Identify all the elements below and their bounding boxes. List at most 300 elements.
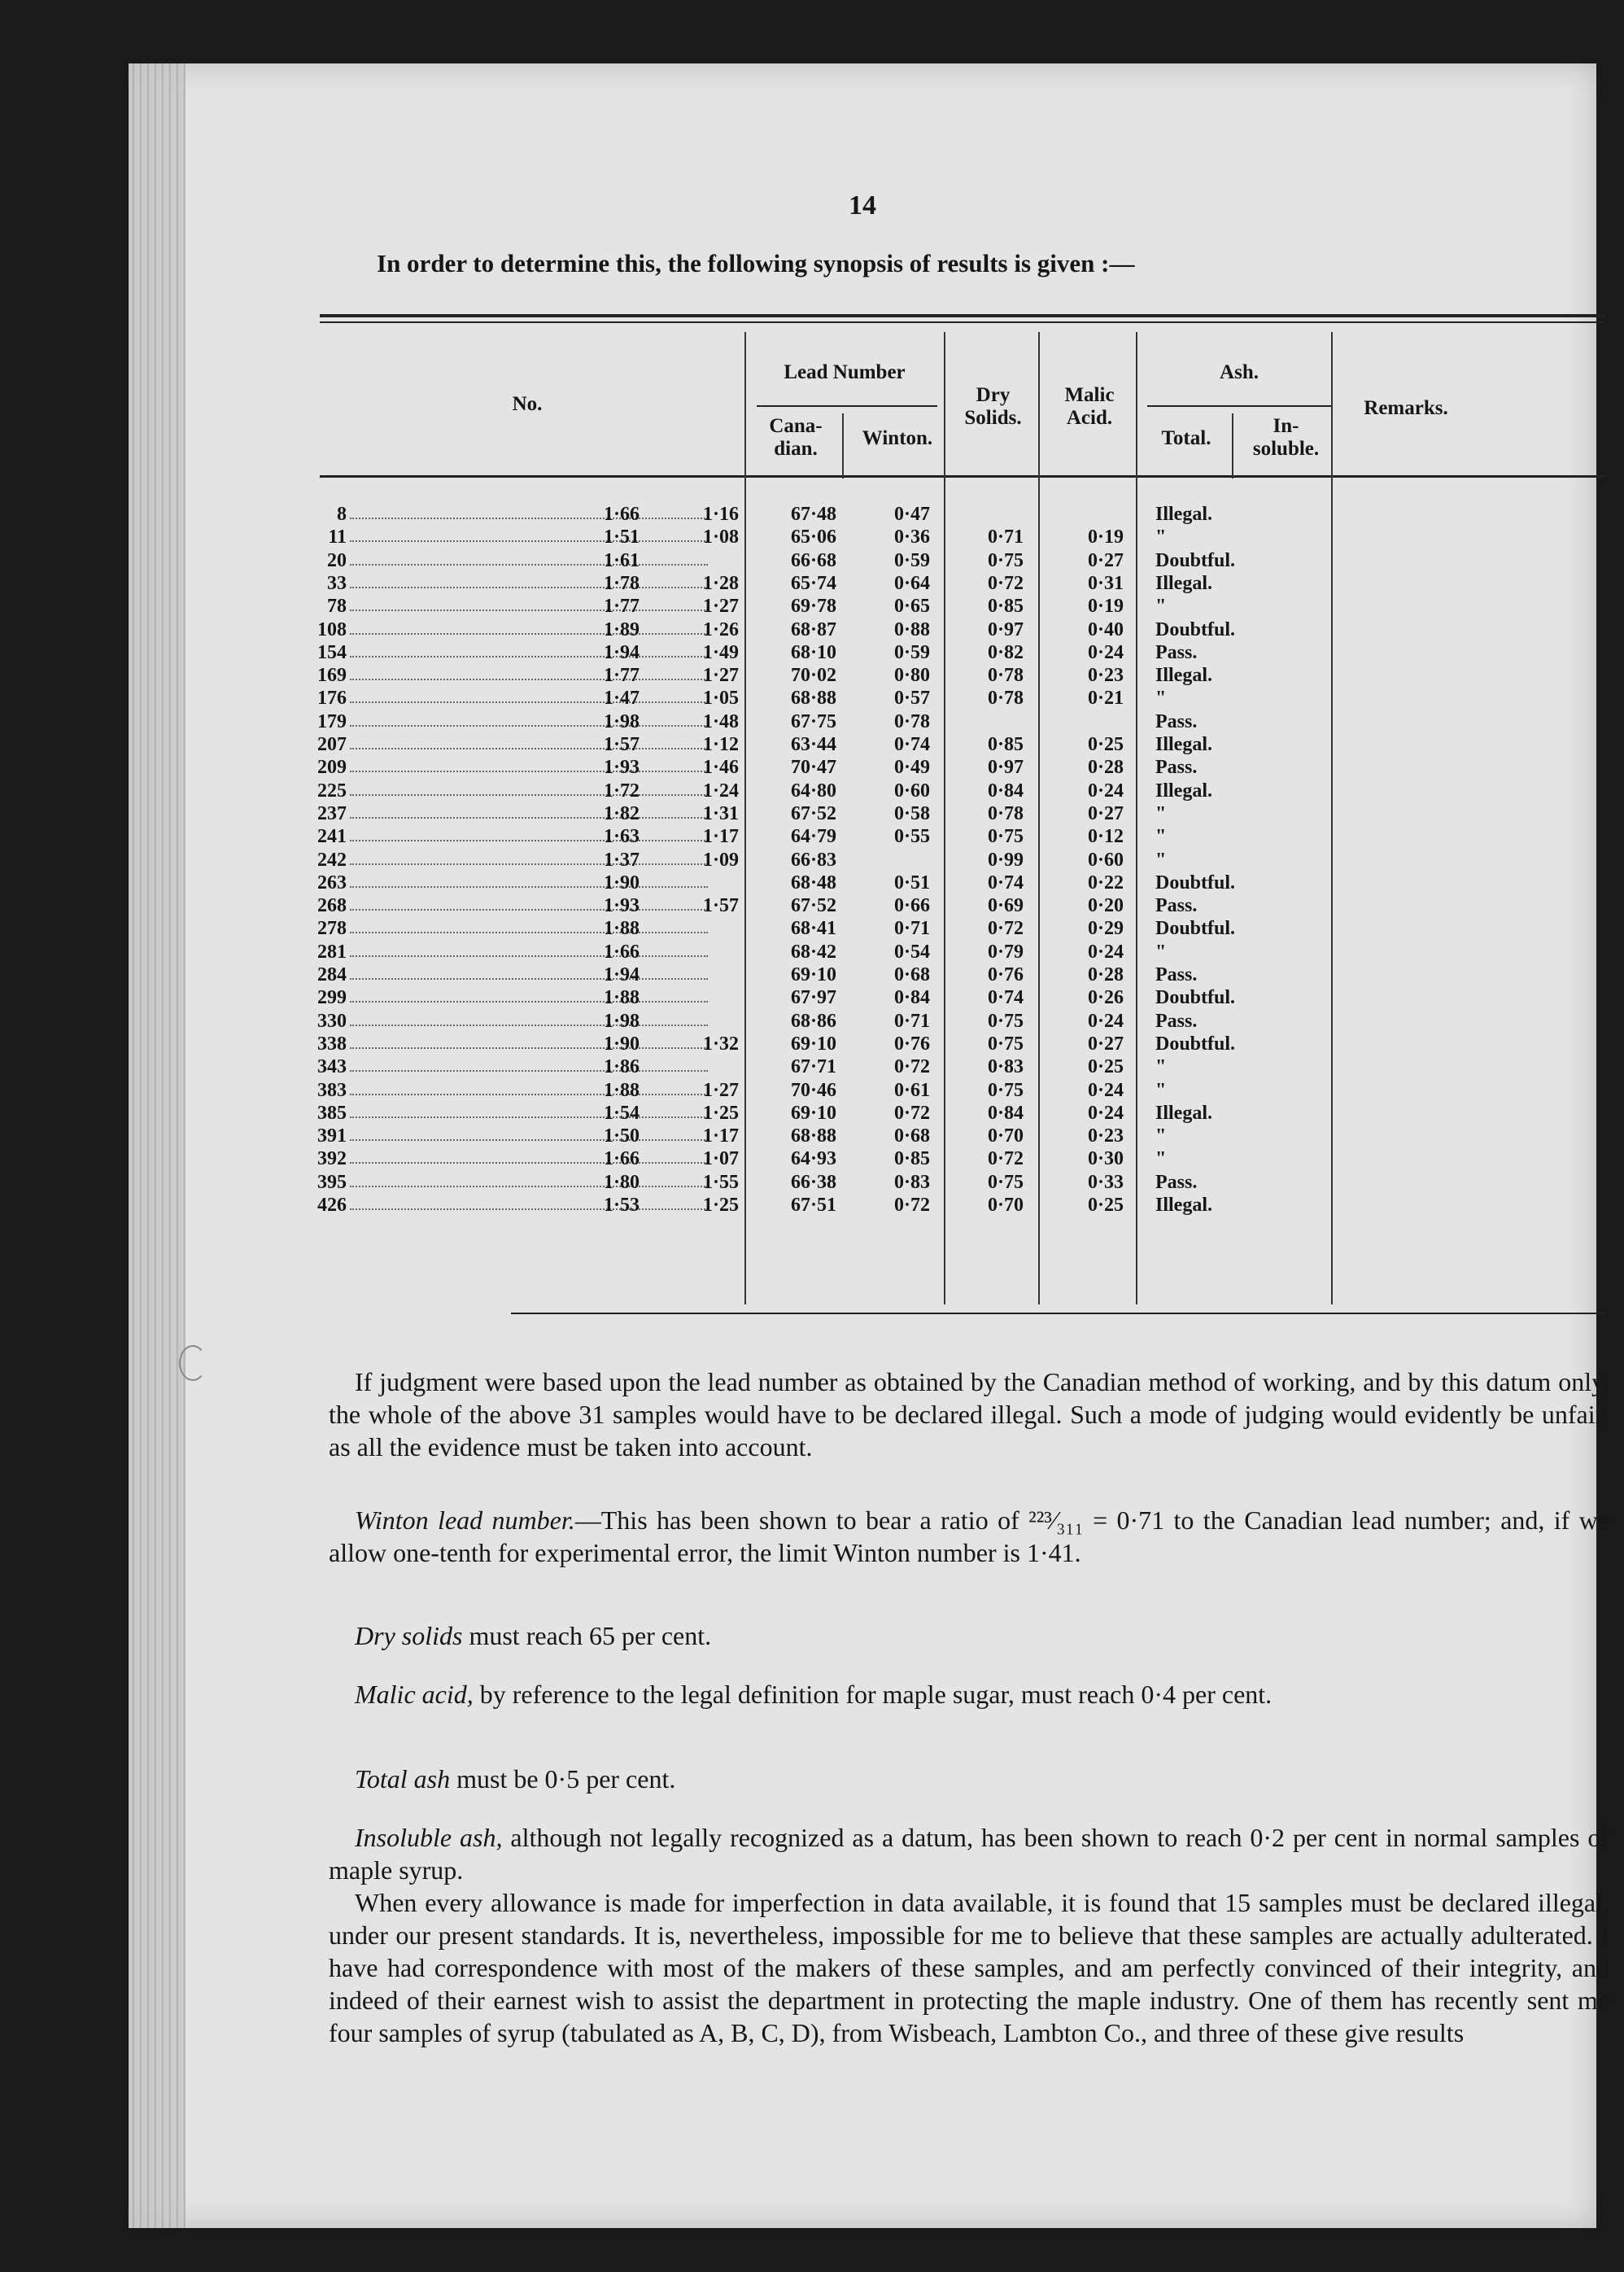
cell-total-ash: 0·85	[987, 596, 1024, 618]
cell-canadian: 1·47	[603, 688, 640, 710]
cell-dry-solids: 66·83	[790, 849, 836, 871]
cell-remarks: Doubtful.	[1155, 549, 1236, 571]
header-dry-solids: Dry Solids.	[964, 384, 1022, 429]
cell-remarks: "	[1155, 596, 1167, 618]
table-row	[129, 572, 1430, 595]
cell-remarks: Illegal.	[1155, 665, 1212, 687]
cell-dry-solids: 67·71	[790, 1056, 836, 1078]
cell-total-ash: 0·97	[987, 757, 1024, 779]
cell-malic-acid: 0·64	[893, 572, 930, 594]
leader-dots	[350, 687, 708, 703]
cell-winton: 1·25	[702, 1102, 739, 1124]
cell-no: 78	[327, 596, 347, 618]
cell-dry-solids: 65·06	[790, 526, 836, 548]
cell-remarks: Pass.	[1155, 964, 1198, 985]
cell-insoluble-ash: 0·33	[1087, 1171, 1124, 1193]
cell-no: 179	[317, 710, 347, 732]
cell-no: 338	[317, 1033, 347, 1055]
cell-insoluble-ash: 0·29	[1087, 918, 1124, 940]
cell-no: 108	[317, 618, 347, 640]
cell-no: 242	[317, 849, 347, 871]
cell-malic-acid: 0·68	[893, 964, 930, 985]
table-row	[129, 710, 1430, 733]
leader-dots	[350, 526, 708, 542]
cell-no: 391	[317, 1125, 347, 1147]
cell-insoluble-ash: 0·19	[1087, 596, 1124, 618]
cell-canadian: 1·77	[603, 596, 640, 618]
cell-dry-solids: 67·51	[790, 1195, 836, 1216]
cell-dry-solids: 66·38	[790, 1171, 836, 1193]
cell-remarks: Doubtful.	[1155, 872, 1236, 894]
cell-remarks: "	[1155, 1056, 1167, 1078]
cell-remarks: Pass.	[1155, 710, 1198, 732]
cell-winton: 1·26	[702, 618, 739, 640]
cell-remarks: "	[1155, 941, 1167, 963]
cell-dry-solids: 68·48	[790, 872, 836, 894]
cell-malic-acid: 0·54	[893, 941, 930, 963]
cell-total-ash: 0·75	[987, 1033, 1024, 1055]
ash-underline	[1147, 405, 1331, 407]
cell-insoluble-ash: 0·23	[1087, 665, 1124, 687]
leader-dots	[350, 641, 708, 658]
col-line	[842, 413, 844, 478]
cell-winton: 1·07	[702, 1148, 739, 1170]
header-total: Total.	[1161, 427, 1211, 449]
cell-insoluble-ash: 0·23	[1087, 1125, 1124, 1147]
cell-winton: 1·12	[702, 734, 739, 755]
cell-remarks: "	[1155, 526, 1167, 548]
cell-remarks: "	[1155, 688, 1167, 710]
table-row	[129, 526, 1430, 548]
cell-insoluble-ash: 0·25	[1087, 1195, 1124, 1216]
cell-malic-acid: 0·59	[893, 641, 930, 663]
cell-canadian: 1·86	[603, 1056, 640, 1078]
table-row	[129, 1171, 1430, 1194]
leader-dots	[350, 1125, 708, 1141]
cell-winton: 1·32	[702, 1033, 739, 1055]
cell-canadian: 1·51	[603, 526, 640, 548]
paragraph-total-ash	[329, 1763, 1609, 1795]
table-row	[129, 618, 1430, 641]
cell-remarks: Pass.	[1155, 757, 1198, 779]
cell-malic-acid: 0·58	[893, 802, 930, 824]
cell-winton: 1·25	[702, 1195, 739, 1216]
cell-canadian: 1·72	[603, 780, 640, 802]
cell-dry-solids: 67·97	[790, 987, 836, 1009]
cell-insoluble-ash: 0·24	[1087, 1102, 1124, 1124]
table-row	[129, 825, 1430, 848]
leader-dots	[350, 549, 708, 566]
cell-insoluble-ash: 0·19	[1087, 526, 1124, 548]
cell-total-ash: 0·78	[987, 665, 1024, 687]
cell-total-ash: 0·70	[987, 1195, 1024, 1216]
leader-dots	[350, 1055, 708, 1072]
cell-remarks: Doubtful.	[1155, 618, 1236, 640]
cell-remarks: "	[1155, 849, 1167, 871]
cell-total-ash: 0·76	[987, 964, 1024, 985]
cell-canadian: 1·93	[603, 757, 640, 779]
leader-dots	[350, 1171, 708, 1187]
cell-dry-solids: 68·88	[790, 1125, 836, 1147]
header-malic-acid: Malic Acid.	[1064, 384, 1115, 429]
cell-total-ash: 0·72	[987, 1148, 1024, 1170]
cell-no: 281	[317, 941, 347, 963]
cell-remarks: "	[1155, 826, 1167, 848]
cell-no: 241	[317, 826, 347, 848]
cell-winton: 1·46	[702, 757, 739, 779]
leader-dots	[350, 963, 708, 980]
cell-winton: 1·57	[702, 895, 739, 917]
cell-canadian: 1·53	[603, 1195, 640, 1216]
cell-canadian: 1·77	[603, 665, 640, 687]
cell-insoluble-ash: 0·24	[1087, 641, 1124, 663]
cell-winton: 1·31	[702, 802, 739, 824]
cell-insoluble-ash: 0·25	[1087, 1056, 1124, 1078]
cell-no: 8	[337, 504, 347, 525]
cell-canadian: 1·66	[603, 1148, 640, 1170]
leader-dots	[350, 1147, 708, 1164]
cell-winton: 1·27	[702, 596, 739, 618]
table-row	[129, 780, 1430, 802]
paragraph-text: although not legally recognized as a datum, has been shown to reach 0·2 per cent in normal samples of maple syrup.	[329, 1823, 1610, 1885]
margin-mark	[179, 1345, 207, 1381]
cell-malic-acid: 0·76	[893, 1033, 930, 1055]
intro-sentence: In order to determine this, the following synopsis of results is given :—	[377, 249, 1135, 277]
cell-remarks: Pass.	[1155, 895, 1198, 917]
cell-dry-solids: 64·80	[790, 780, 836, 802]
cell-canadian: 1·37	[603, 849, 640, 871]
cell-no: 207	[317, 734, 347, 755]
cell-dry-solids: 67·75	[790, 710, 836, 732]
cell-no: 426	[317, 1195, 347, 1216]
scanned-page	[129, 63, 1610, 2228]
cell-total-ash: 0·72	[987, 918, 1024, 940]
cell-dry-solids: 70·02	[790, 665, 836, 687]
cell-canadian: 1·57	[603, 734, 640, 755]
leader-dots	[350, 1033, 708, 1049]
cell-total-ash: 0·82	[987, 641, 1024, 663]
cell-insoluble-ash: 0·28	[1087, 757, 1124, 779]
cell-winton: 1·48	[702, 710, 739, 732]
leader-dots	[350, 802, 708, 819]
table-row	[129, 756, 1430, 779]
paragraph-lead: Insoluble ash,	[355, 1823, 503, 1852]
cell-no: 284	[317, 964, 347, 985]
table-row	[129, 1102, 1430, 1125]
table-row	[129, 802, 1430, 825]
cell-malic-acid: 0·78	[893, 710, 930, 732]
cell-winton: 1·55	[702, 1171, 739, 1193]
table-row	[129, 894, 1430, 917]
cell-canadian: 1·63	[603, 826, 640, 848]
cell-insoluble-ash: 0·28	[1087, 964, 1124, 985]
cell-dry-solids: 65·74	[790, 572, 836, 594]
cell-malic-acid: 0·71	[893, 918, 930, 940]
cell-total-ash: 0·97	[987, 618, 1024, 640]
leader-dots	[350, 825, 708, 841]
cell-insoluble-ash: 0·20	[1087, 895, 1124, 917]
cell-canadian: 1·94	[603, 641, 640, 663]
cell-dry-solids: 67·52	[790, 895, 836, 917]
table-row	[129, 687, 1430, 710]
cell-dry-solids: 69·10	[790, 1102, 836, 1124]
table-top-rule	[320, 314, 1605, 317]
table-row	[129, 503, 1430, 526]
cell-malic-acid: 0·57	[893, 688, 930, 710]
cell-canadian: 1·93	[603, 895, 640, 917]
cell-canadian: 1·88	[603, 1079, 640, 1101]
table-row	[129, 872, 1430, 894]
cell-malic-acid: 0·59	[893, 549, 930, 571]
cell-malic-acid: 0·72	[893, 1195, 930, 1216]
table-row	[129, 917, 1430, 940]
header-ash: Ash.	[1220, 361, 1259, 383]
cell-dry-solids: 68·41	[790, 918, 836, 940]
col-line	[1232, 413, 1233, 478]
table-row	[129, 1147, 1430, 1170]
leader-dots	[350, 986, 708, 1003]
paragraph-text: by reference to the legal definition for maple sugar, must reach 0·4 per cent.	[473, 1680, 1273, 1709]
table-row	[129, 849, 1430, 872]
table-bottom-rule	[511, 1313, 1605, 1314]
cell-no: 20	[327, 549, 347, 571]
cell-winton: 1·49	[702, 641, 739, 663]
cell-remarks: Illegal.	[1155, 780, 1212, 802]
leader-dots	[350, 1194, 708, 1210]
cell-dry-solids: 69·10	[790, 964, 836, 985]
cell-canadian: 1·66	[603, 504, 640, 525]
cell-canadian: 1·90	[603, 1033, 640, 1055]
cell-canadian: 1·88	[603, 918, 640, 940]
cell-total-ash: 0·74	[987, 987, 1024, 1009]
cell-total-ash: 0·83	[987, 1056, 1024, 1078]
cell-remarks: "	[1155, 1125, 1167, 1147]
table-row	[129, 549, 1430, 572]
cell-total-ash: 0·69	[987, 895, 1024, 917]
cell-malic-acid: 0·49	[893, 757, 930, 779]
cell-malic-acid: 0·71	[893, 1010, 930, 1032]
cell-insoluble-ash: 0·31	[1087, 572, 1124, 594]
page-number: 14	[849, 190, 876, 221]
table-row	[129, 1010, 1430, 1033]
cell-no: 392	[317, 1148, 347, 1170]
cell-no: 154	[317, 641, 347, 663]
cell-dry-solids: 69·78	[790, 596, 836, 618]
cell-malic-acid: 0·74	[893, 734, 930, 755]
cell-total-ash: 0·84	[987, 780, 1024, 802]
cell-canadian: 1·54	[603, 1102, 640, 1124]
cell-insoluble-ash: 0·24	[1087, 941, 1124, 963]
cell-total-ash: 0·72	[987, 572, 1024, 594]
cell-no: 11	[328, 526, 347, 548]
cell-malic-acid: 0·83	[893, 1171, 930, 1193]
cell-malic-acid: 0·88	[893, 618, 930, 640]
cell-remarks: Pass.	[1155, 1171, 1198, 1193]
cell-total-ash: 0·78	[987, 688, 1024, 710]
leader-dots	[350, 733, 708, 749]
cell-canadian: 1·80	[603, 1171, 640, 1193]
cell-winton: 1·27	[702, 1079, 739, 1101]
cell-no: 237	[317, 802, 347, 824]
cell-no: 330	[317, 1010, 347, 1032]
cell-no: 268	[317, 895, 347, 917]
paragraph-insoluble-ash	[329, 1821, 1609, 1886]
cell-dry-solids: 70·47	[790, 757, 836, 779]
cell-malic-acid: 0·85	[893, 1148, 930, 1170]
cell-no: 169	[317, 665, 347, 687]
cell-remarks: Doubtful.	[1155, 918, 1236, 940]
cell-canadian: 1·82	[603, 802, 640, 824]
cell-malic-acid: 0·61	[893, 1079, 930, 1101]
cell-canadian: 1·90	[603, 872, 640, 894]
cell-insoluble-ash: 0·60	[1087, 849, 1124, 871]
cell-dry-solids: 64·93	[790, 1148, 836, 1170]
paragraph-text: —This has been shown to bear a ratio of ²²³⁄₃₁₁ = 0·71 to the Canadian lead number; and, if we allow one-tenth for experimental error, the limit Winton number is 1·41.	[329, 1505, 1610, 1567]
cell-insoluble-ash: 0·24	[1087, 1079, 1124, 1101]
cell-no: 383	[317, 1079, 347, 1101]
cell-remarks: "	[1155, 802, 1167, 824]
cell-no: 33	[327, 572, 347, 594]
lead-number-underline	[757, 405, 937, 407]
cell-total-ash: 0·84	[987, 1102, 1024, 1124]
cell-winton: 1·24	[702, 780, 739, 802]
cell-dry-solids: 70·46	[790, 1079, 836, 1101]
cell-canadian: 1·98	[603, 710, 640, 732]
cell-total-ash: 0·99	[987, 849, 1024, 871]
table-row	[129, 941, 1430, 963]
cell-malic-acid: 0·84	[893, 987, 930, 1009]
cell-total-ash: 0·74	[987, 872, 1024, 894]
header-winton: Winton.	[862, 427, 933, 449]
leader-dots	[350, 595, 708, 611]
cell-canadian: 1·88	[603, 987, 640, 1009]
table-row	[129, 1079, 1430, 1102]
cell-malic-acid: 0·65	[893, 596, 930, 618]
cell-total-ash: 0·75	[987, 1079, 1024, 1101]
leader-dots	[350, 1010, 708, 1026]
cell-malic-acid: 0·47	[893, 504, 930, 525]
cell-dry-solids: 68·86	[790, 1010, 836, 1032]
cell-total-ash: 0·75	[987, 549, 1024, 571]
cell-no: 278	[317, 918, 347, 940]
cell-remarks: Illegal.	[1155, 1102, 1212, 1124]
cell-insoluble-ash: 0·26	[1087, 987, 1124, 1009]
table-row	[129, 1194, 1430, 1217]
leader-dots	[350, 618, 708, 635]
table-row	[129, 1125, 1430, 1147]
header-remarks: Remarks.	[1364, 397, 1448, 419]
leader-dots	[350, 872, 708, 888]
cell-malic-acid: 0·72	[893, 1102, 930, 1124]
header-bottom-rule	[320, 475, 1605, 478]
paragraph-canadian-judgment	[329, 1365, 1609, 1463]
cell-insoluble-ash: 0·21	[1087, 688, 1124, 710]
leader-dots	[350, 1102, 708, 1118]
cell-remarks: Pass.	[1155, 641, 1198, 663]
cell-insoluble-ash: 0·12	[1087, 826, 1124, 848]
cell-canadian: 1·50	[603, 1125, 640, 1147]
cell-malic-acid: 0·51	[893, 872, 930, 894]
cell-remarks: Illegal.	[1155, 572, 1212, 594]
cell-winton: 1·27	[702, 665, 739, 687]
paragraph-winton	[329, 1504, 1609, 1569]
cell-remarks: Doubtful.	[1155, 1033, 1236, 1055]
table-row	[129, 986, 1430, 1009]
cell-no: 225	[317, 780, 347, 802]
cell-canadian: 1·89	[603, 618, 640, 640]
header-lead-number: Lead Number	[784, 361, 906, 383]
cell-total-ash: 0·75	[987, 1010, 1024, 1032]
cell-malic-acid: 0·80	[893, 665, 930, 687]
cell-insoluble-ash: 0·22	[1087, 872, 1124, 894]
leader-dots	[350, 664, 708, 680]
leader-dots	[350, 849, 708, 865]
cell-no: 395	[317, 1171, 347, 1193]
paragraph-lead: Malic acid,	[355, 1680, 474, 1709]
paragraph-text: must be 0·5 per cent.	[450, 1764, 676, 1794]
cell-dry-solids: 68·88	[790, 688, 836, 710]
leader-dots	[350, 710, 708, 727]
cell-canadian: 1·78	[603, 572, 640, 594]
cell-insoluble-ash: 0·25	[1087, 734, 1124, 755]
cell-dry-solids: 67·48	[790, 504, 836, 525]
header-no: No.	[512, 393, 543, 415]
cell-no: 263	[317, 872, 347, 894]
table-row	[129, 733, 1430, 756]
header-canadian: Cana- dian.	[769, 415, 823, 460]
cell-no: 343	[317, 1056, 347, 1078]
table-row	[129, 595, 1430, 618]
cell-insoluble-ash: 0·27	[1087, 1033, 1124, 1055]
cell-total-ash: 0·75	[987, 826, 1024, 848]
table-row	[129, 664, 1430, 687]
cell-remarks: Illegal.	[1155, 734, 1212, 755]
cell-no: 385	[317, 1102, 347, 1124]
table-row	[129, 641, 1430, 664]
cell-malic-acid: 0·60	[893, 780, 930, 802]
cell-no: 209	[317, 757, 347, 779]
leader-dots	[350, 780, 708, 796]
leader-dots	[350, 1079, 708, 1095]
cell-dry-solids: 64·79	[790, 826, 836, 848]
cell-malic-acid: 0·36	[893, 526, 930, 548]
leader-dots	[350, 917, 708, 933]
paragraph-dry-solids	[329, 1619, 1609, 1652]
cell-total-ash: 0·75	[987, 1171, 1024, 1193]
table-top-rule-thin	[320, 321, 1605, 323]
cell-total-ash: 0·79	[987, 941, 1024, 963]
leader-dots	[350, 503, 708, 519]
cell-canadian: 1·94	[603, 964, 640, 985]
header-insoluble: In- soluble.	[1252, 415, 1320, 460]
cell-dry-solids: 66·68	[790, 549, 836, 571]
paragraph-lead: Dry solids	[355, 1621, 463, 1650]
cell-total-ash: 0·85	[987, 734, 1024, 755]
cell-malic-acid: 0·66	[893, 895, 930, 917]
cell-no: 299	[317, 987, 347, 1009]
cell-winton: 1·28	[702, 572, 739, 594]
leader-dots	[350, 941, 708, 957]
cell-total-ash: 0·70	[987, 1125, 1024, 1147]
cell-insoluble-ash: 0·24	[1087, 1010, 1124, 1032]
cell-remarks: Pass.	[1155, 1010, 1198, 1032]
cell-dry-solids: 68·87	[790, 618, 836, 640]
paragraph-lead: Winton lead number.	[355, 1505, 575, 1535]
cell-malic-acid: 0·68	[893, 1125, 930, 1147]
paragraph-malic-acid	[329, 1678, 1609, 1711]
cell-insoluble-ash: 0·27	[1087, 549, 1124, 571]
cell-remarks: Illegal.	[1155, 1195, 1212, 1216]
